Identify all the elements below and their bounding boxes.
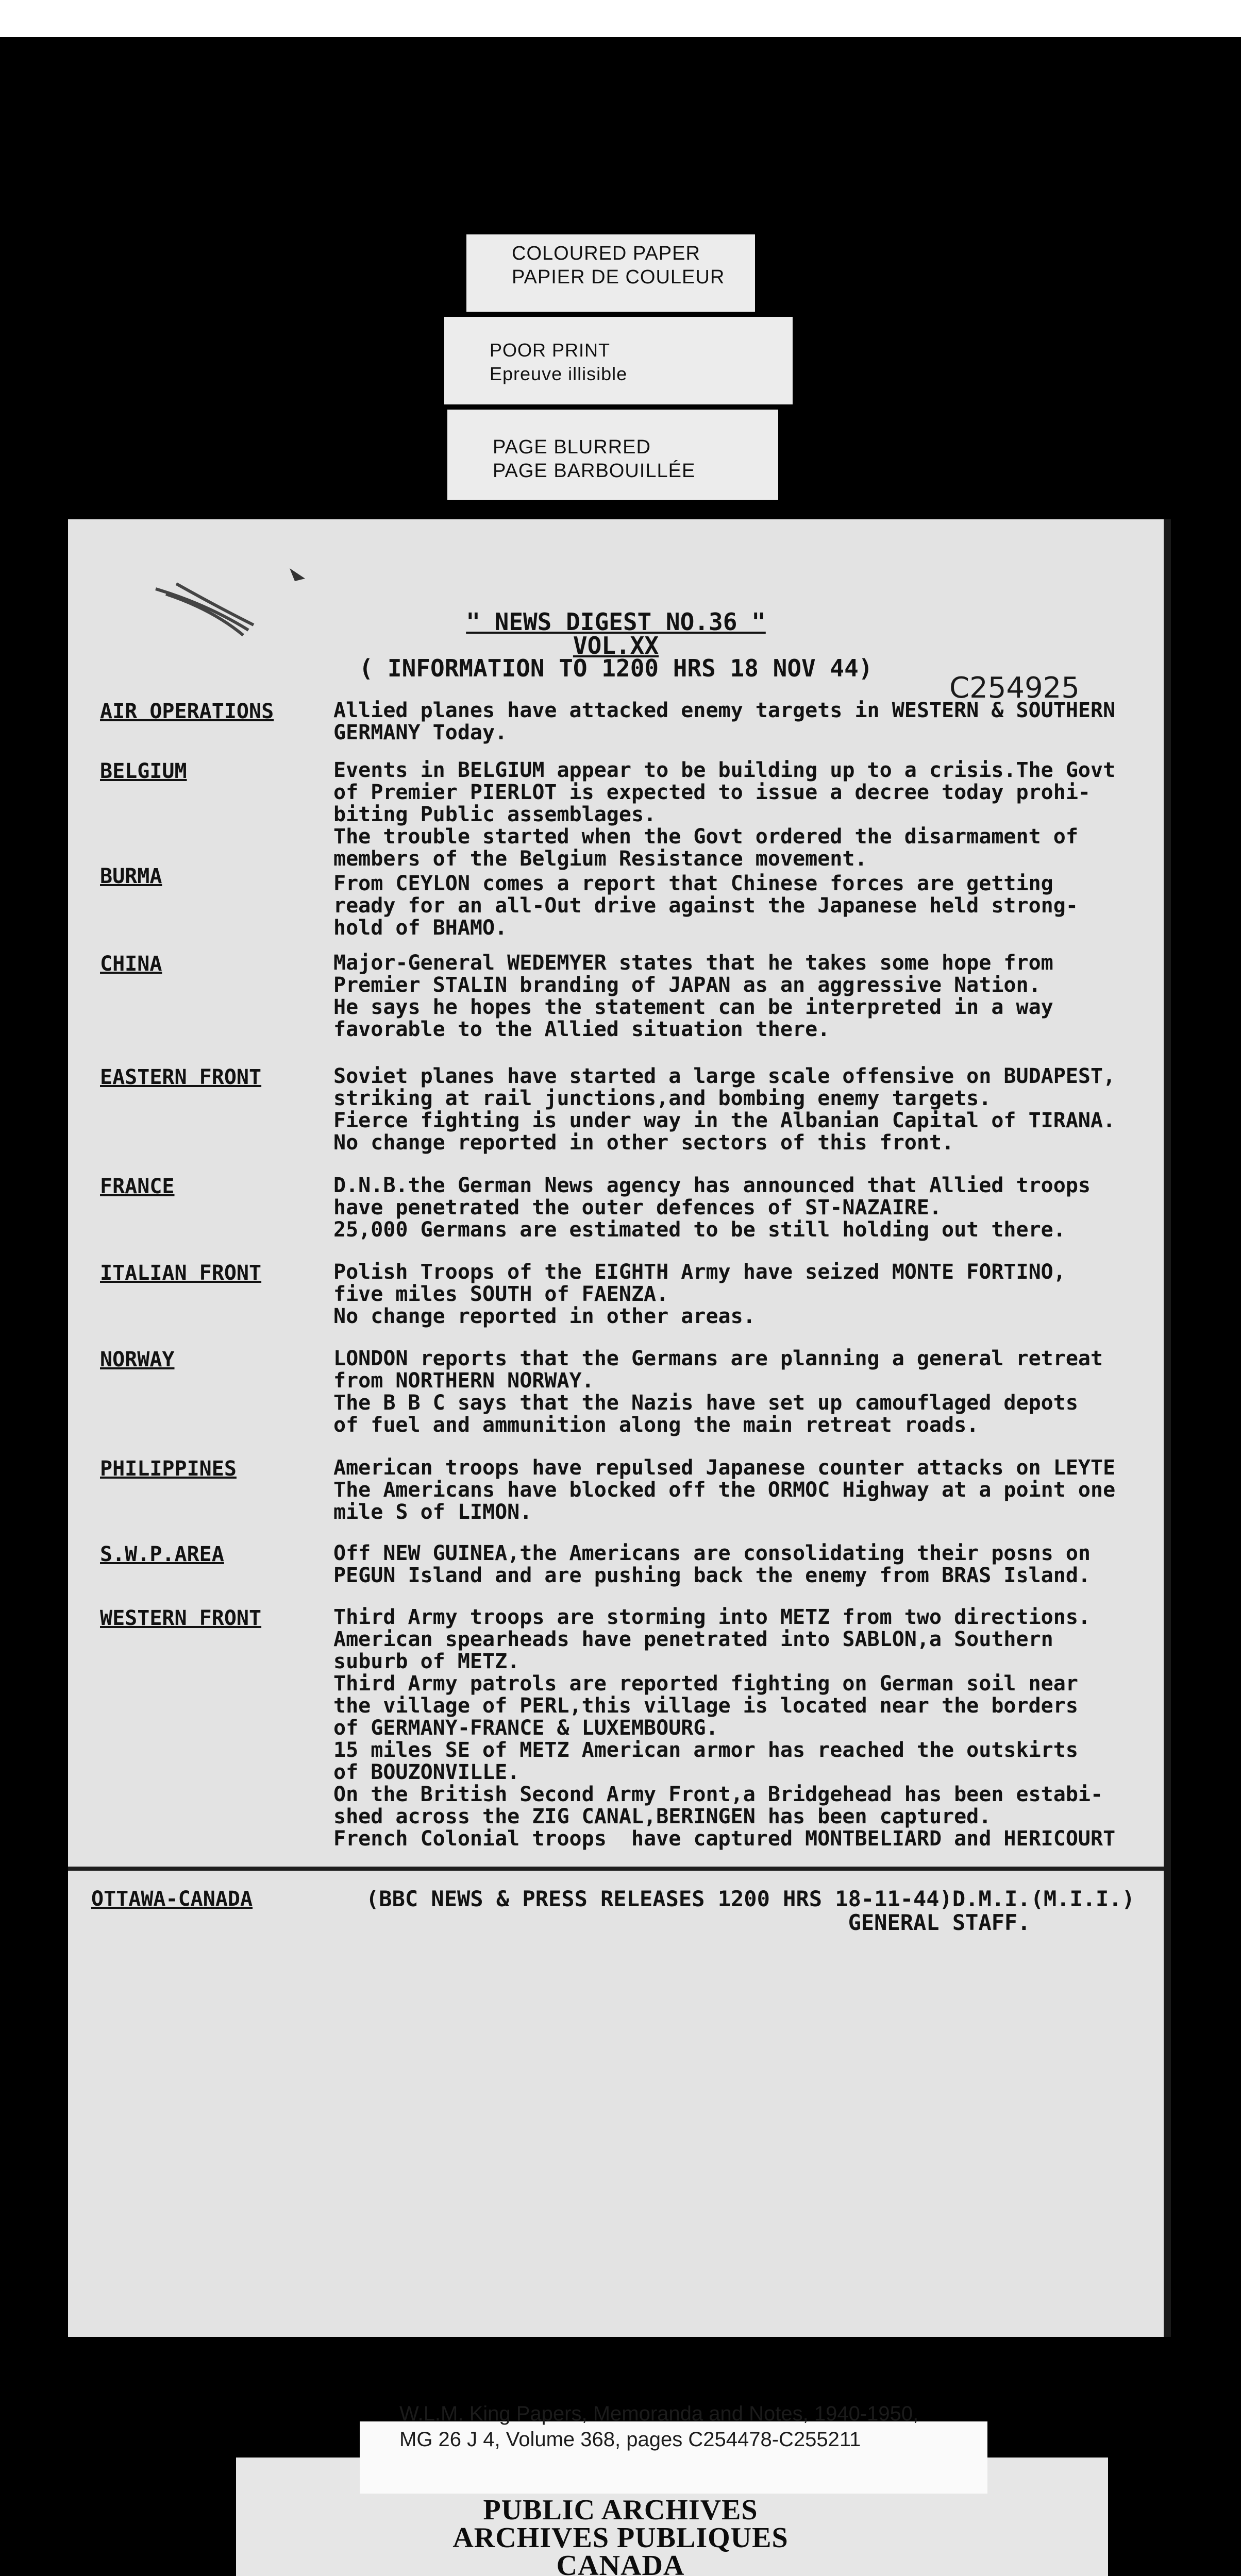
archive-citation	[399, 2401, 941, 2452]
section-heading: AIR OPERATIONS	[100, 700, 274, 723]
footer-location: OTTAWA-CANADA	[91, 1887, 253, 1911]
coloured-paper-label	[466, 234, 755, 312]
document-page	[68, 519, 1171, 2337]
section-divider	[68, 1867, 1164, 1871]
section-text: Events in BELGIUM appear to be building up to a crisis.The Govt of Premier PIERLOT is expected to issue a decree today prohi- biting Public assemblages. The trouble started when the Govt ordered the disarmament of members of the Belgium Resistance movement.	[333, 759, 1116, 870]
digest-title: " NEWS DIGEST NO.36 "	[466, 608, 766, 636]
coloured-paper-fr: PAPIER DE COULEUR	[512, 266, 725, 288]
page-blurred-fr: PAGE BARBOUILLÉE	[493, 460, 696, 482]
digest-info-line: ( INFORMATION TO 1200 HRS 18 NOV 44)	[359, 654, 873, 682]
section-text: Polish Troops of the EIGHTH Army have seized MONTE FORTINO, five miles SOUTH of FAENZA. No change reported in other areas.	[333, 1261, 1066, 1328]
section-heading: BURMA	[100, 865, 162, 888]
archive-notch-right	[984, 2421, 1108, 2458]
section-heading: ITALIAN FRONT	[100, 1261, 262, 1285]
section-text: American troops have repulsed Japanese counter attacks on LEYTE The Americans have blocked off the ORMOC Highway at a point one mile S of LIMON.	[333, 1457, 1116, 1523]
news-digest	[68, 519, 1164, 2337]
poor-print-en: POOR PRINT	[490, 340, 611, 361]
top-margin	[0, 0, 1241, 37]
section-heading: BELGIUM	[100, 759, 187, 783]
section-heading: S.W.P.AREA	[100, 1543, 224, 1566]
section-text: Soviet planes have started a large scale offensive on BUDAPEST, striking at rail junctions,and bombing enemy targets. Fierce fighting is under way in the Albanian Capital of TIRANA. No change reported in other sectors of this front.	[333, 1065, 1116, 1154]
section-text: Third Army troops are storming into METZ from two directions. American spearheads have penetrated into SABLON,a Southern suburb of METZ. Third Army patrols are reported fighting on German soil near the village of PERL,this village is located near the borders of GERMANY-FRANCE & LUXEMBOURG. 15 miles SE of METZ American armor has reached the outskirts of BOUZONVILLE. On the British Second Army Front,a Bridgehead has been estabi- shed across the ZIG CANAL,BERINGEN has been captured. French Colonial troops have captured MONTBELIARD and HERICOURT	[333, 1606, 1116, 1850]
stamp-line: ARCHIVES PUBLIQUES	[452, 2522, 789, 2554]
archive-notch-left	[236, 2421, 360, 2458]
page-blurred-label	[447, 410, 778, 500]
section-text: LONDON reports that the Germans are planning a general retreat from NORTHERN NORWAY. The B B C says that the Nazis have set up camouflaged depots of fuel and ammunition along the main retreat roads.	[333, 1348, 1103, 1436]
section-text: D.N.B.the German News agency has announced that Allied troops have penetrated the outer defences of ST-NAZAIRE. 25,000 Germans are estimated to be still holding out there.	[333, 1175, 1091, 1241]
section-heading: CHINA	[100, 952, 162, 976]
section-heading: EASTERN FRONT	[100, 1065, 262, 1089]
section-heading: PHILIPPINES	[100, 1457, 237, 1481]
coloured-paper-en: COLOURED PAPER	[512, 243, 700, 264]
stamp-line: PUBLIC ARCHIVES	[483, 2494, 758, 2526]
section-text: From CEYLON comes a report that Chinese forces are getting ready for an all-Out drive against the Japanese held strong- hold of BHAMO.	[333, 873, 1078, 939]
section-heading: FRANCE	[100, 1175, 175, 1198]
footer-source: (BBC NEWS & PRESS RELEASES 1200 HRS 18-11-44)D.M.I.(M.I.I.) GENERAL STAFF.	[366, 1886, 1135, 1935]
stamp-line: CANADA	[556, 2550, 685, 2576]
digest-volume: VOL.XX	[573, 632, 659, 659]
section-heading: WESTERN FRONT	[100, 1606, 262, 1630]
section-text: Major-General WEDEMYER states that he takes some hope from Premier STALIN branding of JAPAN as an aggressive Nation. He says he hopes the statement can be interpreted in a way favorable to the Allied situation there.	[333, 952, 1053, 1041]
citation-line: MG 26 J 4, Volume 368, pages C254478-C255211	[399, 2428, 861, 2451]
citation-line: W.L.M. King Papers, Memoranda and Notes, 1940-1950,	[399, 2402, 919, 2425]
archives-stamp	[0, 2496, 1241, 2576]
document-number: C254925	[949, 671, 1080, 705]
poor-print-label	[444, 317, 793, 404]
page-blurred-en: PAGE BLURRED	[493, 436, 651, 458]
section-text: Allied planes have attacked enemy targets in WESTERN & SOUTHERN GERMANY Today.	[333, 700, 1116, 744]
section-text: Off NEW GUINEA,the Americans are consolidating their posns on PEGUN Island and are pushing back the enemy from BRAS Island.	[333, 1543, 1091, 1587]
poor-print-fr: Epreuve illisible	[490, 363, 628, 384]
section-heading: NORWAY	[100, 1348, 175, 1371]
